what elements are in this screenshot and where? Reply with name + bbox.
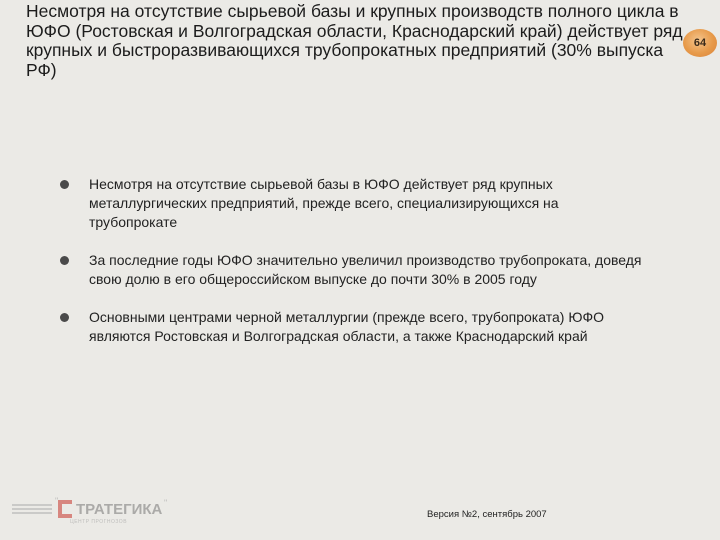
footer-version: Версия №2, сентябрь 2007 [427,509,547,520]
bullet-list [60,175,650,365]
bullet-dot-icon [60,256,69,265]
page-number-badge [683,29,717,57]
svg-text:ЦЕНТР ПРОГНОЗОВ: ЦЕНТР ПРОГНОЗОВ [70,519,128,525]
strategika-logo [10,496,180,526]
bullet-item [60,251,650,289]
bullet-dot-icon [60,180,69,189]
page-number: 64 [693,37,707,49]
bullet-dot-icon [60,313,69,322]
bullet-text: За последние годы ЮФО значительно увеличил производство трубопроката, доведя свою долю в его общероссийском выпуске до почти 30% в 2005 году [89,252,642,287]
bullet-item [60,175,650,232]
svg-text:": " [164,498,168,508]
svg-text:": " [55,496,59,506]
slide-title: Несмотря на отсутствие сырьевой базы и крупных производств полного цикла в ЮФО (Ростовская и Волгоградская области, Краснодарский край) действует ряд крупных и быстроразвивающихся трубопрокатных предприятий (30% выпуска РФ) [26,1,683,80]
bullet-text: Несмотря на отсутствие сырьевой базы в ЮФО действует ряд крупных металлургических предприятий, прежде всего, специализирующихся на трубопрокате [89,176,559,230]
bullet-text: Основными центрами черной металлургии (прежде всего, трубопроката) ЮФО являются Ростовская и Волгоградская области, а также Краснодарский край [89,309,604,344]
bullet-item [60,308,650,346]
svg-text:ТРАТЕГИКА: ТРАТЕГИКА [76,501,163,518]
